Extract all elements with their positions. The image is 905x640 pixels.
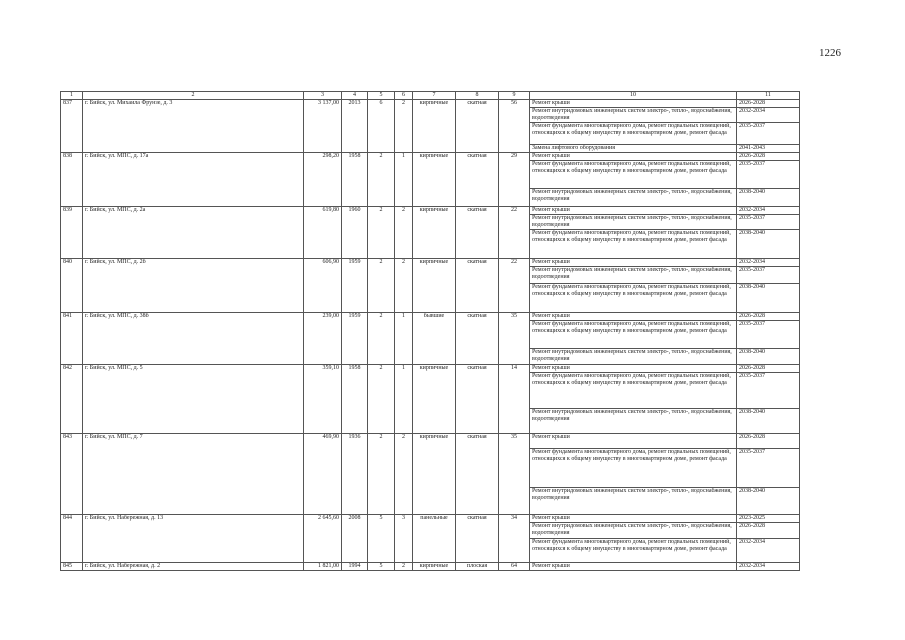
work-type: Ремонт крыши — [530, 434, 737, 449]
work-period: 2026-2028 — [737, 365, 800, 373]
table-body — [61, 92, 800, 571]
work-type: Ремонт фундамента многоквартирного дома, ремонт подвальных помещений, относящихся к общему имуществу в многоквартирном доме, ремонт фасада — [530, 373, 737, 409]
work-type: Ремонт внутридомовых инженерных систем электро-, тепло-, водоснабжения, водоотведения — [530, 349, 737, 365]
total-area: 359,10 — [304, 365, 342, 434]
work-period: 2035-2037 — [737, 161, 800, 189]
column-number-cell: 3 — [304, 92, 342, 100]
total-area: 239,00 — [304, 313, 342, 365]
work-type: Ремонт крыши — [530, 207, 737, 215]
column-number-cell: 1 — [61, 92, 83, 100]
row-number: 838 — [61, 153, 83, 207]
work-period: 2026-2028 — [737, 434, 800, 449]
total-area: 298,20 — [304, 153, 342, 207]
work-period: 2026-2028 — [737, 153, 800, 161]
wall-material: кирпичные — [413, 563, 456, 571]
total-area: 619,80 — [304, 207, 342, 259]
entrances-count: 2 — [395, 100, 413, 153]
row-number: 841 — [61, 313, 83, 365]
roof-type: скатная — [456, 515, 499, 563]
wear-percent: 35 — [499, 434, 530, 515]
work-period: 2035-2037 — [737, 321, 800, 349]
build-year: 1959 — [342, 313, 368, 365]
work-period: 2032-2034 — [737, 259, 800, 267]
work-type: Ремонт крыши — [530, 515, 737, 523]
column-number-cell: 2 — [83, 92, 304, 100]
work-type: Ремонт фундамента многоквартирного дома, ремонт подвальных помещений, относящихся к общему имуществу в многоквартирном доме, ремонт фасада — [530, 123, 737, 145]
entrances-count: 1 — [395, 153, 413, 207]
floors-count: 2 — [368, 153, 395, 207]
work-type: Ремонт фундамента многоквартирного дома, ремонт подвальных помещений, относящихся к общему имуществу в многоквартирном доме, ремонт фасада — [530, 321, 737, 349]
build-year: 1936 — [342, 434, 368, 515]
row-number: 845 — [61, 563, 83, 571]
work-type: Ремонт внутридомовых инженерных систем электро-, тепло-, водоснабжения, водоотведения — [530, 488, 737, 515]
column-number-cell: 5 — [368, 92, 395, 100]
roof-type: скатная — [456, 313, 499, 365]
column-number-cell: 11 — [737, 92, 800, 100]
total-area: 1 821,00 — [304, 563, 342, 571]
column-number-cell: 9 — [499, 92, 530, 100]
work-type: Ремонт крыши — [530, 259, 737, 267]
total-area: 606,90 — [304, 259, 342, 313]
work-period: 2026-2028 — [737, 100, 800, 108]
house-address: г. Бийск, ул. МПС, д. 17а — [83, 153, 304, 207]
build-year: 1960 — [342, 207, 368, 259]
roof-type: скатная — [456, 259, 499, 313]
work-type: Ремонт крыши — [530, 100, 737, 108]
house-address: г. Бийск, ул. МПС, д. 7 — [83, 434, 304, 515]
row-number: 842 — [61, 365, 83, 434]
row-number: 844 — [61, 515, 83, 563]
wear-percent: 64 — [499, 563, 530, 571]
wear-percent: 29 — [499, 153, 530, 207]
floors-count: 2 — [368, 313, 395, 365]
floors-count: 2 — [368, 434, 395, 515]
roof-type: скатная — [456, 153, 499, 207]
work-period: 2035-2037 — [737, 267, 800, 284]
roof-type: скатная — [456, 207, 499, 259]
wall-material: кирпичные — [413, 434, 456, 515]
roof-type: скатная — [456, 365, 499, 434]
build-year: 1958 — [342, 365, 368, 434]
wall-material: кирпичные — [413, 100, 456, 153]
work-type: Ремонт внутридомовых инженерных систем электро-, тепло-, водоснабжения, водоотведения — [530, 267, 737, 284]
house-address: г. Бийск, ул. МПС, д. 2б — [83, 259, 304, 313]
work-type: Ремонт фундамента многоквартирного дома, ремонт подвальных помещений, относящихся к общему имуществу в многоквартирном доме, ремонт фасада — [530, 284, 737, 313]
work-type: Ремонт внутридомовых инженерных систем электро-, тепло-, водоснабжения, водоотведения — [530, 108, 737, 123]
work-period: 2026-2028 — [737, 313, 800, 321]
house-address: г. Бийск, ул. МПС, д. 5 — [83, 365, 304, 434]
wear-percent: 22 — [499, 207, 530, 259]
build-year: 1994 — [342, 563, 368, 571]
total-area: 469,90 — [304, 434, 342, 515]
work-type: Ремонт крыши — [530, 153, 737, 161]
floors-count: 5 — [368, 515, 395, 563]
work-type: Ремонт крыши — [530, 365, 737, 373]
table-row — [61, 434, 800, 449]
work-type: Ремонт крыши — [530, 313, 737, 321]
work-period: 2035-2037 — [737, 449, 800, 488]
house-address: г. Бийск, ул. Набережная, д. 13 — [83, 515, 304, 563]
work-type: Ремонт крыши — [530, 563, 737, 571]
work-type: Ремонт внутридомовых инженерных систем электро-, тепло-, водоснабжения, водоотведения — [530, 523, 737, 539]
row-number: 840 — [61, 259, 83, 313]
table-row — [61, 153, 800, 161]
wear-percent: 35 — [499, 313, 530, 365]
wear-percent: 56 — [499, 100, 530, 153]
table-row — [61, 207, 800, 215]
house-address: г. Бийск, ул. Набережная, д. 2 — [83, 563, 304, 571]
work-type: Ремонт фундамента многоквартирного дома, ремонт подвальных помещений, относящихся к общему имуществу в многоквартирном доме, ремонт фасада — [530, 230, 737, 259]
floors-count: 2 — [368, 207, 395, 259]
page-number: 1226 — [819, 47, 841, 59]
work-type: Замена лифтового оборудования — [530, 145, 737, 153]
work-type: Ремонт фундамента многоквартирного дома, ремонт подвальных помещений, относящихся к общему имуществу в многоквартирном доме, ремонт фасада — [530, 539, 737, 563]
work-period: 2038-2040 — [737, 284, 800, 313]
table-row — [61, 100, 800, 108]
total-area: 3 137,00 — [304, 100, 342, 153]
work-period: 2038-2040 — [737, 409, 800, 434]
work-period: 2035-2037 — [737, 215, 800, 230]
column-number-cell: 4 — [342, 92, 368, 100]
entrances-count: 2 — [395, 434, 413, 515]
table-row — [61, 313, 800, 321]
row-number: 837 — [61, 100, 83, 153]
work-period: 2038-2040 — [737, 230, 800, 259]
build-year: 2008 — [342, 515, 368, 563]
work-period: 2032-2034 — [737, 539, 800, 563]
work-period: 2026-2028 — [737, 523, 800, 539]
wall-material: бывшие — [413, 313, 456, 365]
entrances-count: 3 — [395, 515, 413, 563]
work-period: 2032-2034 — [737, 207, 800, 215]
work-period: 2038-2040 — [737, 189, 800, 207]
build-year: 1958 — [342, 153, 368, 207]
work-type: Ремонт фундамента многоквартирного дома, ремонт подвальных помещений, относящихся к общему имуществу в многоквартирном доме, ремонт фасада — [530, 449, 737, 488]
row-number: 839 — [61, 207, 83, 259]
house-address: г. Бийск, ул. Михаила Фрунзе, д. 3 — [83, 100, 304, 153]
wall-material: кирпичные — [413, 153, 456, 207]
work-type: Ремонт внутридомовых инженерных систем электро-, тепло-, водоснабжения, водоотведения — [530, 189, 737, 207]
build-year: 1959 — [342, 259, 368, 313]
wall-material: панельные — [413, 515, 456, 563]
table-row — [61, 259, 800, 267]
wall-material: кирпичные — [413, 365, 456, 434]
work-period: 2023-2025 — [737, 515, 800, 523]
wear-percent: 34 — [499, 515, 530, 563]
overhaul-schedule-table — [60, 91, 800, 571]
entrances-count: 2 — [395, 207, 413, 259]
wall-material: кирпичные — [413, 259, 456, 313]
work-period: 2038-2040 — [737, 488, 800, 515]
work-period: 2035-2037 — [737, 123, 800, 145]
work-period: 2038-2040 — [737, 349, 800, 365]
roof-type: скатная — [456, 100, 499, 153]
wear-percent: 22 — [499, 259, 530, 313]
floors-count: 5 — [368, 563, 395, 571]
roof-type: скатная — [456, 434, 499, 515]
work-period: 2032-2034 — [737, 563, 800, 571]
entrances-count: 1 — [395, 313, 413, 365]
floors-count: 6 — [368, 100, 395, 153]
entrances-count: 2 — [395, 563, 413, 571]
floors-count: 2 — [368, 259, 395, 313]
column-number-cell: 7 — [413, 92, 456, 100]
work-period: 2041-2043 — [737, 145, 800, 153]
entrances-count: 2 — [395, 259, 413, 313]
house-address: г. Бийск, ул. МПС, д. 38б — [83, 313, 304, 365]
house-address: г. Бийск, ул. МПС, д. 2а — [83, 207, 304, 259]
total-area: 2 645,60 — [304, 515, 342, 563]
table-row — [61, 365, 800, 373]
column-number-cell: 10 — [530, 92, 737, 100]
wall-material: кирпичные — [413, 207, 456, 259]
table-row — [61, 515, 800, 523]
column-number-row — [61, 92, 800, 100]
wear-percent: 14 — [499, 365, 530, 434]
row-number: 843 — [61, 434, 83, 515]
work-period: 2032-2034 — [737, 108, 800, 123]
work-type: Ремонт внутридомовых инженерных систем электро-, тепло-, водоснабжения, водоотведения — [530, 215, 737, 230]
build-year: 2013 — [342, 100, 368, 153]
floors-count: 2 — [368, 365, 395, 434]
column-number-cell: 8 — [456, 92, 499, 100]
entrances-count: 1 — [395, 365, 413, 434]
column-number-cell: 6 — [395, 92, 413, 100]
work-type: Ремонт фундамента многоквартирного дома, ремонт подвальных помещений, относящихся к общему имуществу в многоквартирном доме, ремонт фасада — [530, 161, 737, 189]
work-period: 2035-2037 — [737, 373, 800, 409]
work-type: Ремонт внутридомовых инженерных систем электро-, тепло-, водоснабжения, водоотведения — [530, 409, 737, 434]
table-row — [61, 563, 800, 571]
roof-type: плоская — [456, 563, 499, 571]
